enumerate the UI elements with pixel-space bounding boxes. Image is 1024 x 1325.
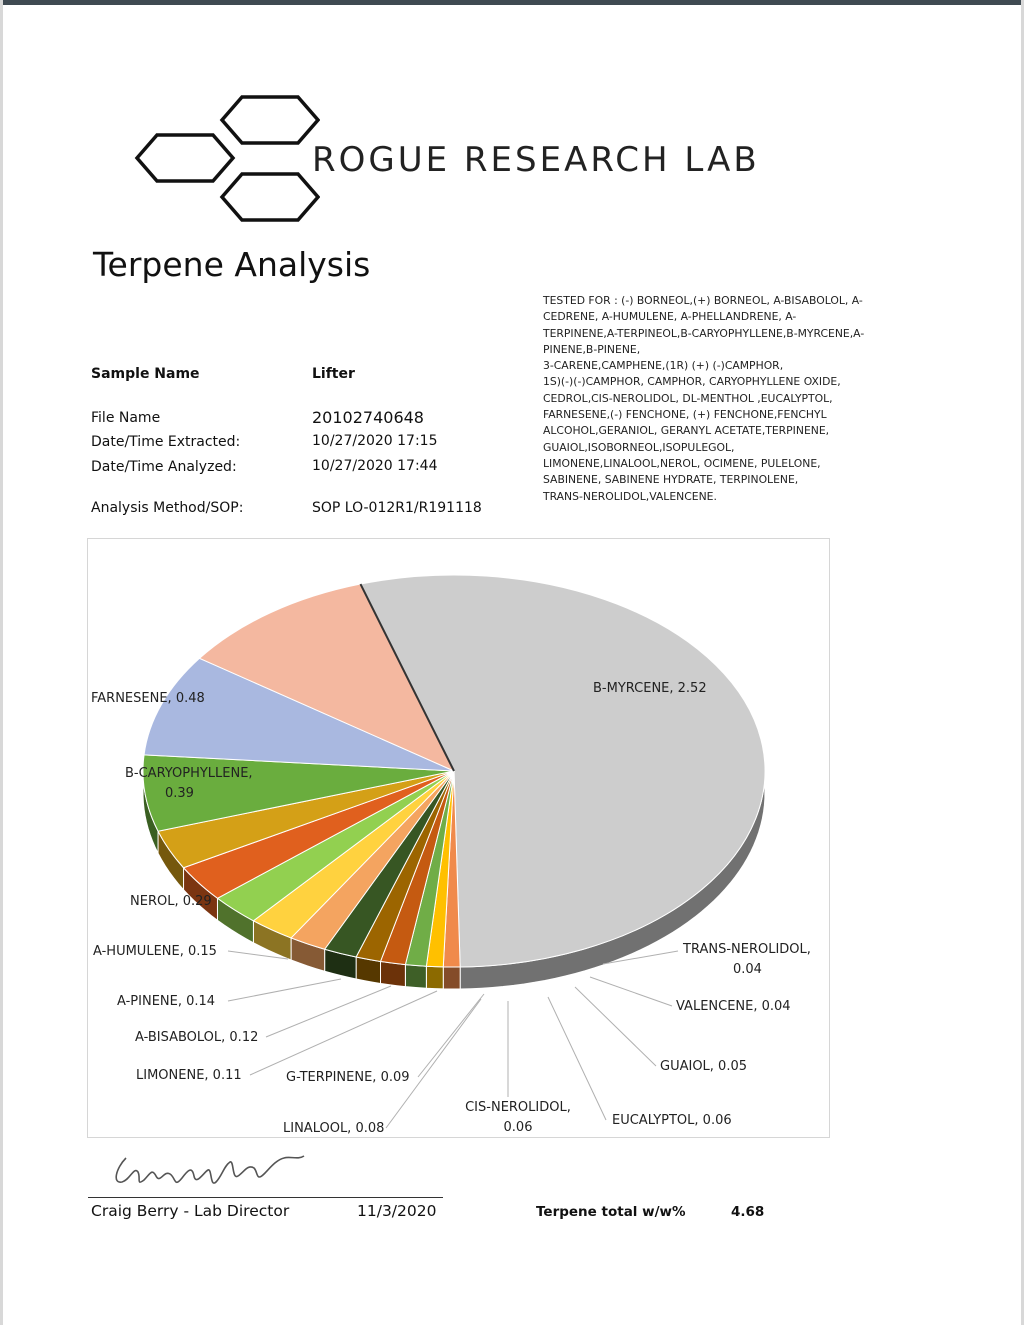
tested-for-list — [543, 293, 873, 505]
terpene-total-label: Terpene total w/w% — [536, 1204, 686, 1220]
pie-label-guaiol: GUAIOL, 0.05 — [660, 1059, 748, 1074]
signer-name: Craig Berry - Lab Director — [91, 1202, 290, 1220]
tested-for-line: TERPINENE,A-TERPINEOL,B-CARYOPHYLLENE,B-MYRCENE,A- — [543, 326, 865, 340]
leader-line — [266, 986, 391, 1037]
pie-label-nerol: NEROL, 0.29 — [130, 894, 212, 909]
pie-label-a-pinene: A-PINENE, 0.14 — [117, 994, 216, 1009]
tested-for-line: 3-CARENE,CAMPHENE,(1R) (+) (-)CAMPHOR, — [543, 359, 784, 373]
analyzed-label: Date/Time Analyzed: — [91, 459, 237, 475]
pie-label-linalool: LINALOOL, 0.08 — [283, 1121, 385, 1136]
file-name-value: 20102740648 — [312, 408, 424, 427]
pie-label-eucalyptol: EUCALYPTOL, 0.06 — [612, 1113, 732, 1128]
tested-for-line: ALCOHOL,GERANIOL, GERANYL ACETATE,TERPINENE, — [543, 424, 830, 438]
leader-line — [418, 994, 484, 1077]
sample-name-value: Lifter — [312, 366, 355, 382]
pie-label-g-terpinene: G-TERPINENE, 0.09 — [286, 1070, 410, 1085]
page-edge-left — [0, 0, 3, 1325]
tested-for-line: CEDRENE, A-HUMULENE, A-PHELLANDRENE, A- — [543, 310, 797, 324]
extracted-value: 10/27/2020 17:15 — [312, 433, 438, 449]
signature-date: 11/3/2020 — [357, 1202, 437, 1220]
leader-line — [590, 977, 672, 1006]
pie-label-a-bisabolol: A-BISABOLOL, 0.12 — [135, 1030, 259, 1045]
method-label: Analysis Method/SOP: — [91, 500, 244, 516]
pie-label-trans-nerolidol: TRANS-NEROLIDOL, 0.04 — [683, 942, 811, 977]
pie-chart-svg — [88, 539, 831, 1139]
tested-for-line: PINENE,B-PINENE, — [543, 342, 641, 356]
signature-line — [88, 1197, 443, 1198]
leader-line — [250, 991, 437, 1075]
tested-for-line: LIMONENE,LINALOOL,NEROL, OCIMENE, PULELONE, — [543, 456, 821, 470]
pie-label-a-humulene: A-HUMULENE, 0.15 — [93, 944, 217, 959]
tested-for-line: TESTED FOR : (-) BORNEOL,(+) BORNEOL, A-BISABOLOL, A- — [543, 294, 863, 307]
pie-label-farnesene: FARNESENE, 0.48 — [91, 691, 205, 706]
page-title: Terpene Analysis — [93, 245, 371, 284]
hexagon-logo-icon — [130, 90, 320, 230]
pie-slice-side — [426, 966, 443, 989]
tested-for-line: GUAIOL,ISOBORNEOL,ISOPULEGOL, — [543, 440, 735, 454]
pie-label-b-myrcene: B-MYRCENE, 2.52 — [593, 681, 707, 696]
tested-for-line: TRANS-NEROLIDOL,VALENCENE. — [543, 489, 717, 503]
pie-slice-side — [381, 961, 406, 986]
terpene-total-value: 4.68 — [731, 1204, 765, 1220]
pie-label-valencene: VALENCENE, 0.04 — [676, 999, 791, 1014]
tested-for-line: SABINENE, SABINENE HYDRATE, TERPINOLENE, — [543, 473, 799, 487]
signature-image — [108, 1146, 308, 1196]
lab-name: ROGUE RESEARCH LAB — [312, 140, 760, 180]
file-name-label: File Name — [91, 410, 161, 426]
top-border — [0, 0, 1024, 5]
pie-slice-side — [405, 965, 426, 989]
pie-slice-side — [443, 967, 460, 989]
method-value: SOP LO-012R1/R191118 — [312, 500, 482, 516]
pie-label-b-caryophyllene: B-CARYOPHYLLENE, 0.39 — [125, 766, 253, 801]
tested-for-line: 1S)(-)(-)CAMPHOR, CAMPHOR, CARYOPHYLLENE OXIDE, — [543, 375, 841, 389]
pie-label-limonene: LIMONENE, 0.11 — [136, 1068, 242, 1083]
tested-for-line: FARNESENE,(-) FENCHONE, (+) FENCHONE,FENCHYL — [543, 408, 827, 422]
pie-label-cis-nerolidol: CIS-NEROLIDOL, 0.06 — [465, 1100, 571, 1135]
terpene-pie-chart — [87, 538, 830, 1138]
tested-for-line: CEDROL,CIS-NEROLIDOL, DL-MENTHOL ,EUCALYPTOL, — [543, 391, 833, 405]
sample-name-label: Sample Name — [91, 366, 200, 382]
analyzed-value: 10/27/2020 17:44 — [312, 458, 438, 474]
extracted-label: Date/Time Extracted: — [91, 434, 241, 450]
leader-line — [228, 979, 341, 1001]
leader-line — [575, 987, 656, 1066]
